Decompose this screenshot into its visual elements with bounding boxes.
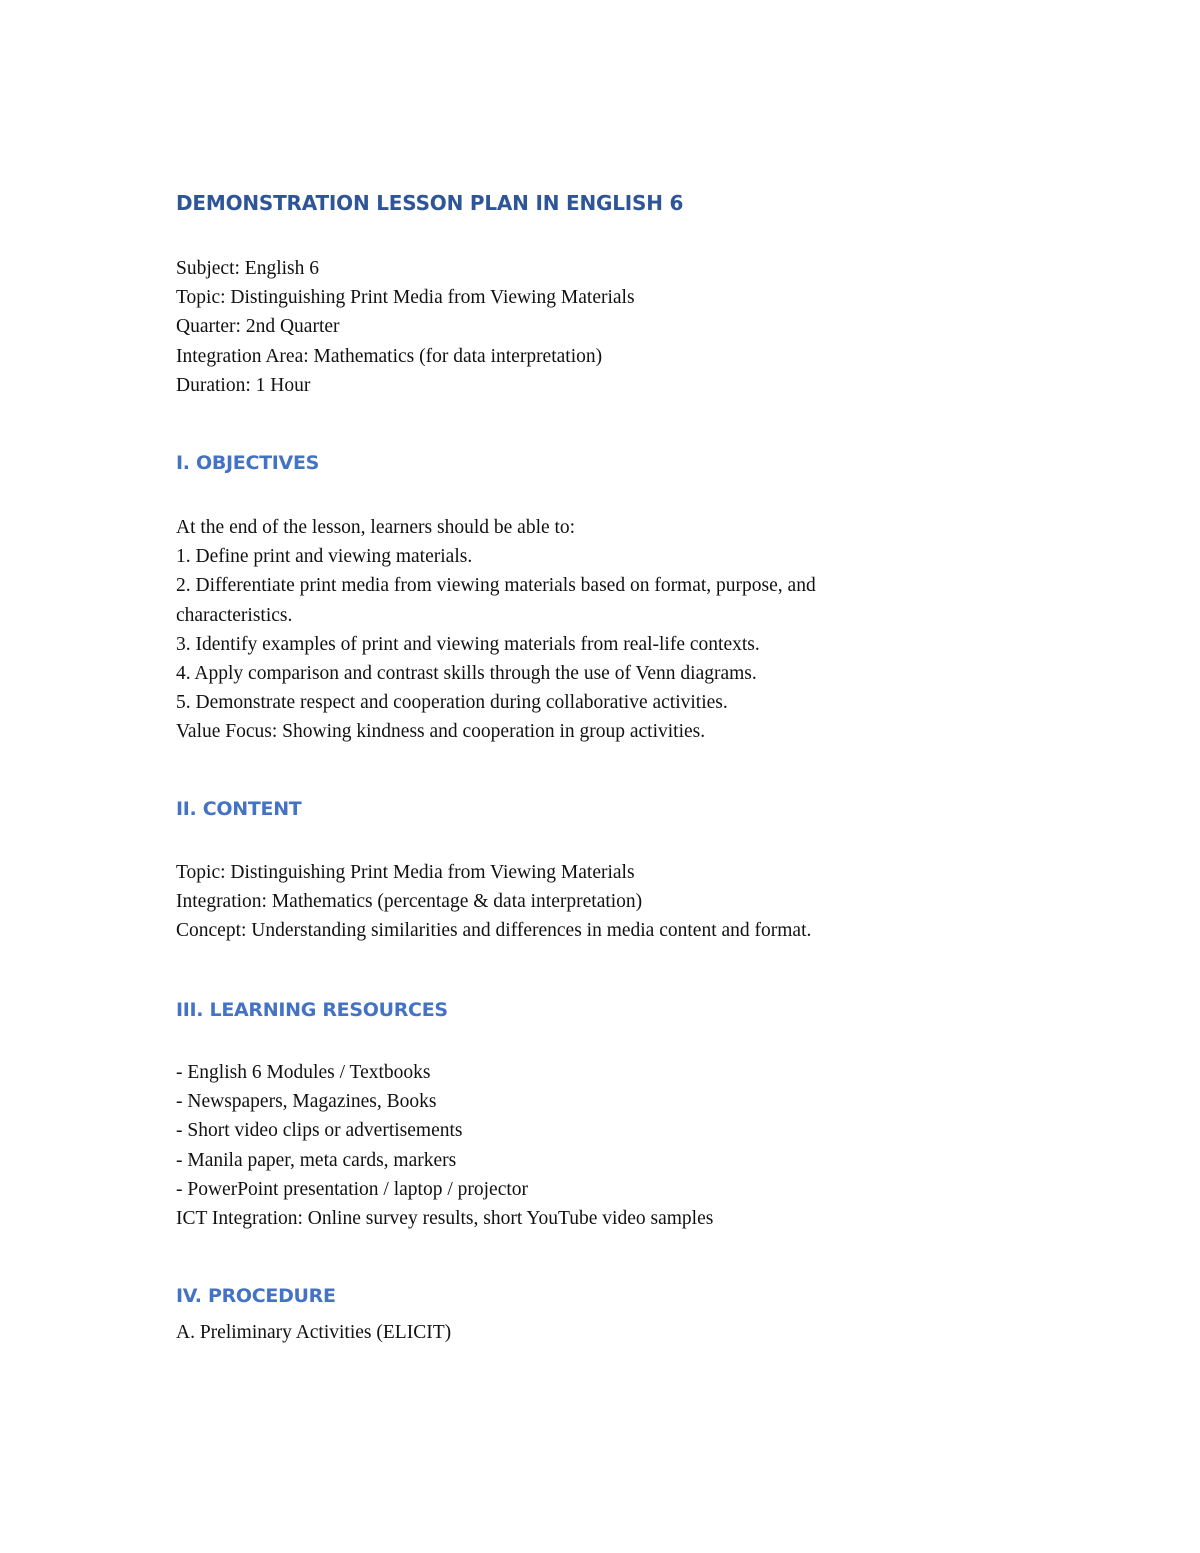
- content-body: [176, 858, 976, 946]
- header-info: [176, 254, 976, 400]
- learning-resources-heading: III. LEARNING RESOURCES: [176, 999, 448, 1021]
- objective-item: 1. Define print and viewing materials.: [176, 546, 473, 568]
- value-focus: Value Focus: Showing kindness and cooperation in group activities.: [176, 721, 706, 743]
- info-topic: Topic: Distinguishing Print Media from Viewing Materials: [176, 287, 635, 309]
- content-concept: Concept: Understanding similarities and differences in media content and format.: [176, 920, 812, 942]
- info-duration: Duration: 1 Hour: [176, 374, 311, 396]
- content-heading: II. CONTENT: [176, 798, 302, 820]
- objective-item: 5. Demonstrate respect and cooperation during collaborative activities.: [176, 692, 728, 714]
- learning-resources-body: [176, 1058, 976, 1233]
- procedure-body: [176, 1318, 976, 1347]
- objectives-body: [176, 513, 976, 747]
- info-quarter: Quarter: 2nd Quarter: [176, 316, 340, 338]
- procedure-item: A. Preliminary Activities (ELICIT): [176, 1322, 452, 1343]
- resource-item: - Newspapers, Magazines, Books: [176, 1091, 437, 1113]
- info-integration-area: Integration Area: Mathematics (for data interpretation): [176, 345, 603, 367]
- resource-item: - English 6 Modules / Textbooks: [176, 1062, 431, 1083]
- objective-item: 2. Differentiate print media from viewing materials based on format, purpose, and: [176, 575, 816, 597]
- resource-item: - Manila paper, meta cards, markers: [176, 1149, 457, 1171]
- objectives-heading: I. OBJECTIVES: [176, 452, 320, 474]
- resource-item: - Short video clips or advertisements: [176, 1120, 463, 1142]
- content-integration: Integration: Mathematics (percentage & data interpretation): [176, 891, 643, 913]
- ict-integration: ICT Integration: Online survey results, short YouTube video samples: [176, 1207, 714, 1229]
- objective-item-continuation: characteristics.: [176, 604, 293, 626]
- objective-item: 3. Identify examples of print and viewing materials from real-life contexts.: [176, 633, 760, 655]
- info-subject: Subject: English 6: [176, 258, 319, 279]
- resource-item: - PowerPoint presentation / laptop / projector: [176, 1178, 529, 1200]
- objective-item: 4. Apply comparison and contrast skills through the use of Venn diagrams.: [176, 662, 757, 684]
- content-topic: Topic: Distinguishing Print Media from Viewing Materials: [176, 862, 635, 883]
- procedure-heading: IV. PROCEDURE: [176, 1285, 336, 1307]
- document-title: DEMONSTRATION LESSON PLAN IN ENGLISH 6: [176, 191, 684, 215]
- objectives-intro: At the end of the lesson, learners should be able to:: [176, 517, 576, 538]
